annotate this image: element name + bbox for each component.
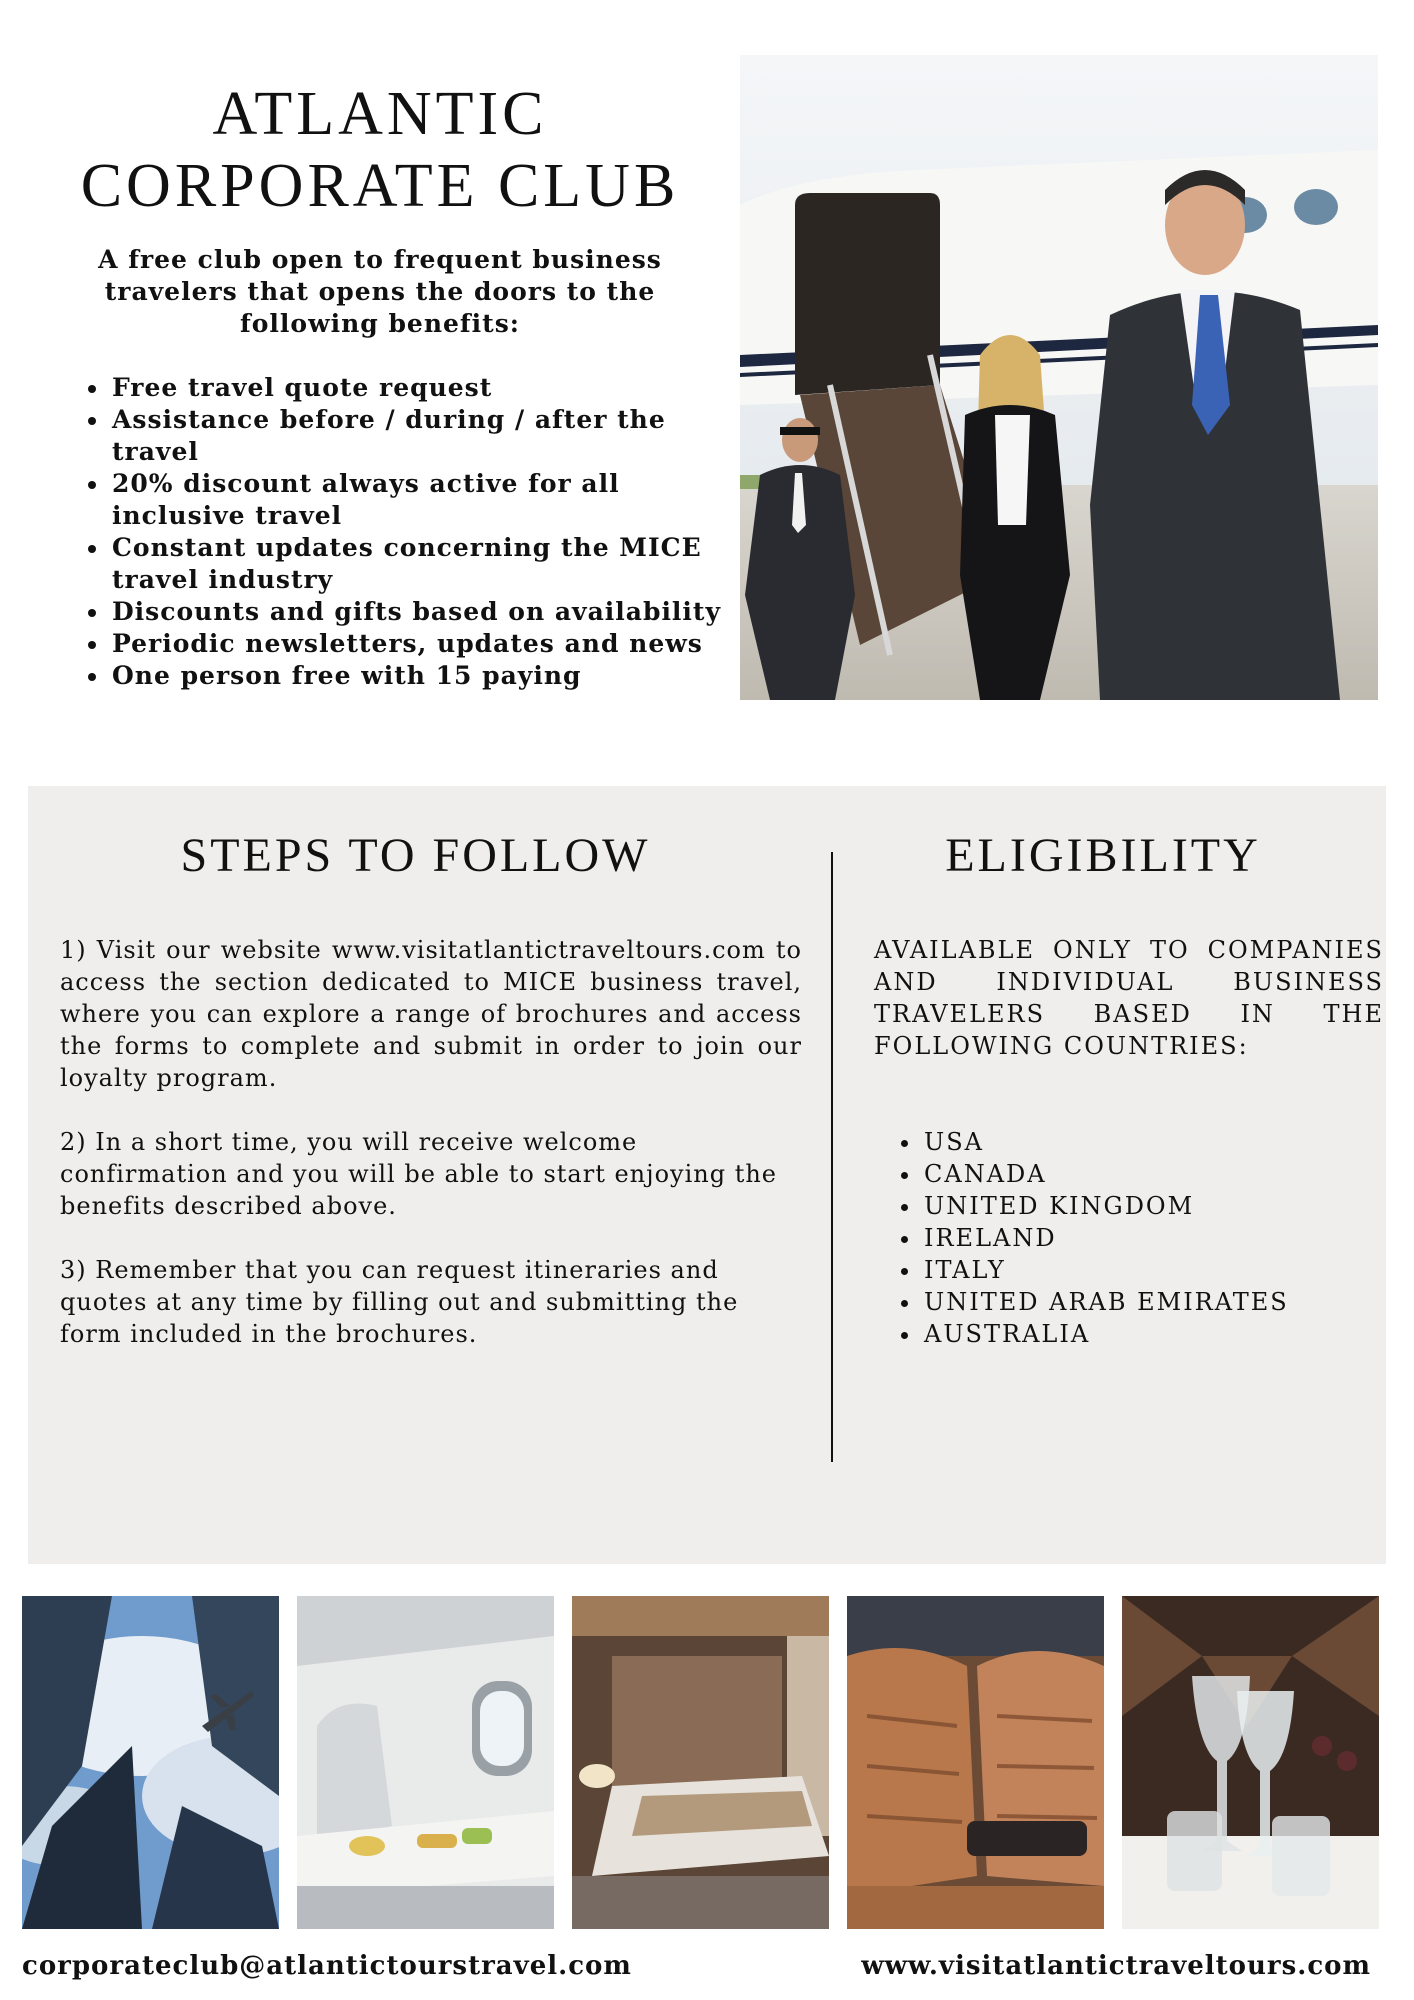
photo-hotel-bedroom bbox=[572, 1596, 829, 1929]
club-title-line1: ATLANTIC bbox=[212, 80, 548, 148]
club-title-line2: CORPORATE CLUB bbox=[80, 152, 680, 220]
footer-email-link[interactable]: corporateclub@atlantictourstravel.com bbox=[22, 1951, 632, 1981]
footer-website-link[interactable]: www.visitatlantictraveltours.com bbox=[861, 1951, 1371, 1981]
countries-list bbox=[874, 1126, 1289, 1350]
benefit-item: • Discounts and gifts based on availability bbox=[110, 596, 750, 628]
country-item: • ITALY bbox=[922, 1254, 1289, 1286]
steps-list bbox=[60, 934, 802, 1382]
eligibility-text: AVAILABLE ONLY TO COMPANIES AND INDIVIDUAL BUSINESS TRAVELERS BASED IN THE FOLLOWING COUNTRIES: bbox=[874, 936, 1384, 1060]
photo-wine-glasses bbox=[1122, 1596, 1379, 1929]
benefit-item: • 20% discount always active for all inclusive travel bbox=[110, 468, 750, 532]
country-item: • USA bbox=[922, 1126, 1289, 1158]
steps-heading: STEPS TO FOLLOW bbox=[180, 829, 651, 882]
step-item: 2) In a short time, you will receive welcome confirmation and you will be able to start enjoying the benefits described above. bbox=[60, 1128, 778, 1220]
step-item: 3) Remember that you can request itineraries and quotes at any time by filling out and submitting the form included in the brochures. bbox=[60, 1256, 739, 1348]
club-title bbox=[40, 78, 720, 222]
benefit-item: • Periodic newsletters, updates and news bbox=[110, 628, 750, 660]
column-divider bbox=[831, 852, 833, 1462]
eligibility-heading: ELIGIBILITY bbox=[945, 829, 1261, 882]
intro-text: A free club open to frequent business travelers that opens the doors to the following benefits: bbox=[98, 245, 662, 338]
country-item: • UNITED KINGDOM bbox=[922, 1190, 1289, 1222]
steps-eligibility-panel bbox=[28, 786, 1386, 1564]
country-item: • UNITED ARAB EMIRATES bbox=[922, 1286, 1289, 1318]
hero-photo-business-travelers-jet bbox=[740, 55, 1378, 700]
photo-skyscrapers-airplane bbox=[22, 1596, 279, 1929]
country-item: • CANADA bbox=[922, 1158, 1289, 1190]
photo-luxury-car-interior bbox=[847, 1596, 1104, 1929]
country-item: • IRELAND bbox=[922, 1222, 1289, 1254]
benefit-item: • Constant updates concerning the MICE travel industry bbox=[110, 532, 750, 596]
benefit-item: • Free travel quote request bbox=[110, 372, 750, 404]
benefit-item: • Assistance before / during / after the travel bbox=[110, 404, 750, 468]
step-item: 1) Visit our website www.visitatlantictraveltours.com to access the section dedicated to MICE business travel, where you can explore a range of brochures and access the forms to complete and submit in order to join our loyalty program. bbox=[60, 936, 802, 1092]
photo-first-class-cabin bbox=[297, 1596, 554, 1929]
benefit-item: • One person free with 15 paying bbox=[110, 660, 750, 692]
benefits-list bbox=[70, 372, 750, 692]
country-item: • AUSTRALIA bbox=[922, 1318, 1289, 1350]
